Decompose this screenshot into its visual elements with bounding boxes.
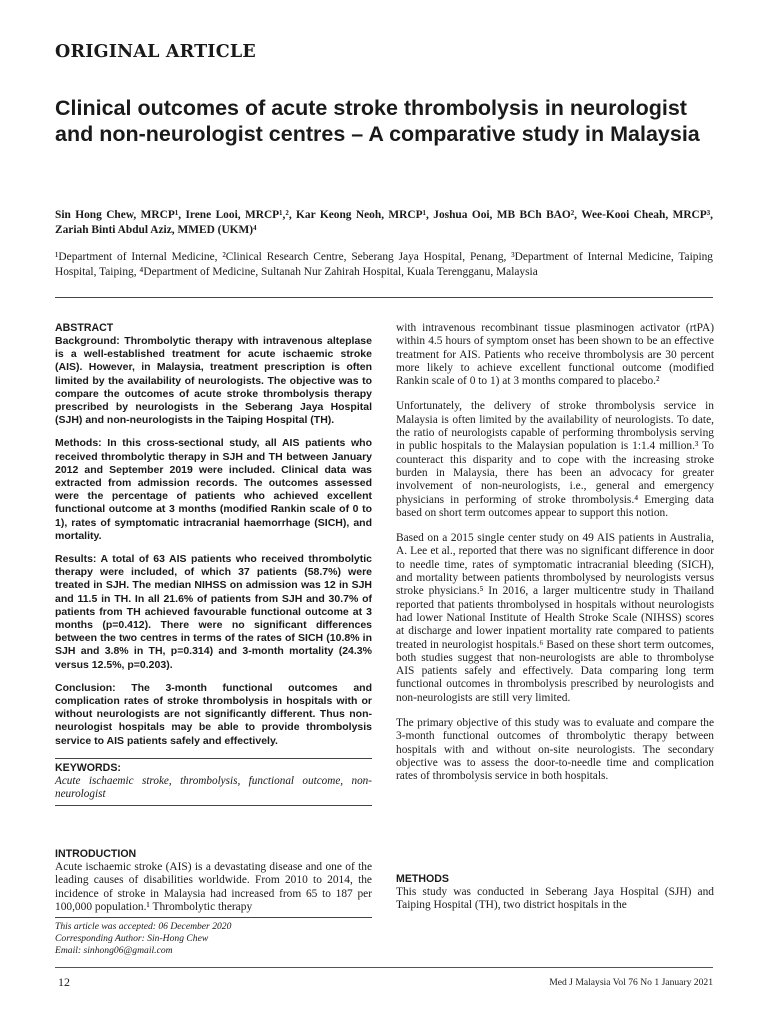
footer-divider (55, 967, 713, 968)
page-number: 12 (58, 975, 70, 989)
footnotes (55, 921, 375, 957)
author-list: Sin Hong Chew, MRCP¹, Irene Looi, MRCP¹,², Kar Keong Neoh, MRCP¹, Joshua Ooi, MB BCh BAO², Wee-Kooi Cheah, MRCP³, Zariah Binti Abdul Aziz, MMED (UKM)⁴ (55, 209, 713, 236)
abstract-heading: ABSTRACT (55, 322, 114, 334)
body-paragraph-2: Unfortunately, the delivery of stroke thrombolysis service in Malaysia is often limited by the availability of neurologists. To date, the ratio of neurologists capable of performing thrombolysis serving in public hospitals to the Malaysian population is 1:1.4 million.³ To counteract this disparity and to cope with the increasing stroke burden in Malaysia, there has been an advocacy for greater involvement of non-neurologists, i.e., general and emergency physicians in performing of stroke thrombolysis.⁴ Emerging data based on short term outcomes appear to support this notion. (396, 400, 714, 519)
section-label: ORIGINAL ARTICLE (55, 42, 256, 62)
abstract-background: Background: Thrombolytic therapy with intravenous alteplase is a well-established treatment for acute ischaemic stroke (AIS). However, in Malaysia, treatment prescription is often limited by the availability of neurologists. The objective was to compare the outcomes of acute stroke thrombolysis therapy prescribed by neurologists in the Seberang Jaya Hospital (SJH) and non-neurologists in the Taiping Hospital (TH). (55, 335, 372, 427)
methods-section (396, 873, 714, 925)
keywords-heading: KEYWORDS: (55, 761, 121, 774)
abstract-conclusion: Conclusion: The 3-month functional outcomes and complication rates of stroke thrombolysis in hospitals with or without neurologists are not significantly different. Thus non-neurologist hospitals may be able to provide thrombolysis service to AIS patients safely and effectively. (55, 681, 372, 747)
introduction-paragraph: Acute ischaemic stroke (AIS) is a devastating disease and one of the leading causes of disabilities worldwide. From 2010 to 2014, the incidence of stroke in Malaysia had increased from 65 to 187 per 100,000 population.¹ Thrombolytic therapy (55, 861, 372, 913)
keywords-box (55, 758, 372, 806)
affiliations: ¹Department of Internal Medicine, ²Clinical Research Centre, Seberang Jaya Hospital, Penang, ³Department of Internal Medicine, Taiping Hospital, Taiping, ⁴Department of Medicine, Sultanah Nur Zahirah Hospital, Kuala Terengganu, Malaysia (55, 251, 713, 278)
accepted-date: This article was accepted: 06 December 2020 (55, 921, 232, 932)
abstract-column (55, 322, 372, 806)
body-paragraph-1: with intravenous recombinant tissue plasminogen activator (rtPA) within 4.5 hours of symptom onset has been shown to be an effective treatment for AIS. Patients who receive thrombolysis are 30 percent more likely to achieve excellent functional outcome (modified Rankin scale of 0 to 1) at 3 months compared to placebo.² (396, 322, 714, 388)
journal-citation: Med J Malaysia Vol 76 No 1 January 2021 (549, 977, 713, 988)
article-title: Clinical outcomes of acute stroke thrombolysis in neurologist and non-neurologist centres – A comparative study in Malaysia (55, 96, 700, 146)
body-right-column (396, 322, 714, 796)
introduction-heading: INTRODUCTION (55, 848, 137, 860)
header-divider (55, 297, 713, 298)
methods-paragraph: This study was conducted in Seberang Jaya Hospital (SJH) and Taiping Hospital (TH), two district hospitals in the (396, 886, 714, 912)
body-paragraph-4: The primary objective of this study was to evaluate and compare the 3-month functional outcomes of thrombolytic therapy between hospitals with and without on-site neurologists. The secondary objective was to assess the door-to-needle time and complication rates of thrombolysis service in both hospitals. (396, 717, 714, 783)
body-paragraph-3: Based on a 2015 single center study on 49 AIS patients in Australia, A. Lee et al., reported that there was no significant difference in door to needle time, rates of symptomatic intracranial bleeding (SICH), and mortality between patients thrombolysed by neurologists versus stroke physicians.⁵ In 2016, a larger multicentre study in Thailand reported that patients thrombolysed in hospitals without neurologists had lower National Institute of Health Stroke Scale (NIHSS) scores at discharge and lower inpatient mortality rate compared to patients treated in neurologist hospitals.⁶ Based on these short term outcomes, both studies suggest that non-neurologists are able to thrombolyse AIS patients safely and effectively. Data comparing long term functional outcomes in thrombolysis prescribed by neurologists and non-neurologists are still very limited. (396, 532, 714, 704)
footnote-divider (55, 917, 372, 918)
abstract-methods: Methods: In this cross-sectional study, all AIS patients who received thrombolytic therapy in SJH and TH between January 2012 and September 2019 were included. Clinical data was extracted from admission records. The outcomes assessed were the percentage of patients who achieved excellent functional outcome at 3 months (modified Rankin scale of 0 to 1), rates of symptomatic intracranial haemorrhage (SICH), and mortality. (55, 437, 372, 542)
keywords-text: Acute ischaemic stroke, thrombolysis, functional outcome, non-neurologist (55, 774, 372, 801)
introduction-section (55, 848, 372, 926)
author-email: Email: sinhong06@gmail.com (55, 945, 173, 956)
methods-heading: METHODS (396, 873, 449, 885)
abstract-results: Results: A total of 63 AIS patients who received thrombolytic therapy were included, of which 37 patients (58.7%) were treated in SJH. The median NIHSS on admission was 12 in SJH and 11.5 in TH. In all 21.6% of patients from SJH and 30.7% of patients from TH achieved favourable functional outcome at 3 months (p=0.412). There were no significant differences between the two centres in terms of the rates of SICH (10.8% in SJH and 3.8% in TH, p=0.314) and 3-month mortality (24.3% versus 12.5%, p=0.203). (55, 553, 372, 671)
corresponding-author: Corresponding Author: Sin-Hong Chew (55, 933, 209, 944)
